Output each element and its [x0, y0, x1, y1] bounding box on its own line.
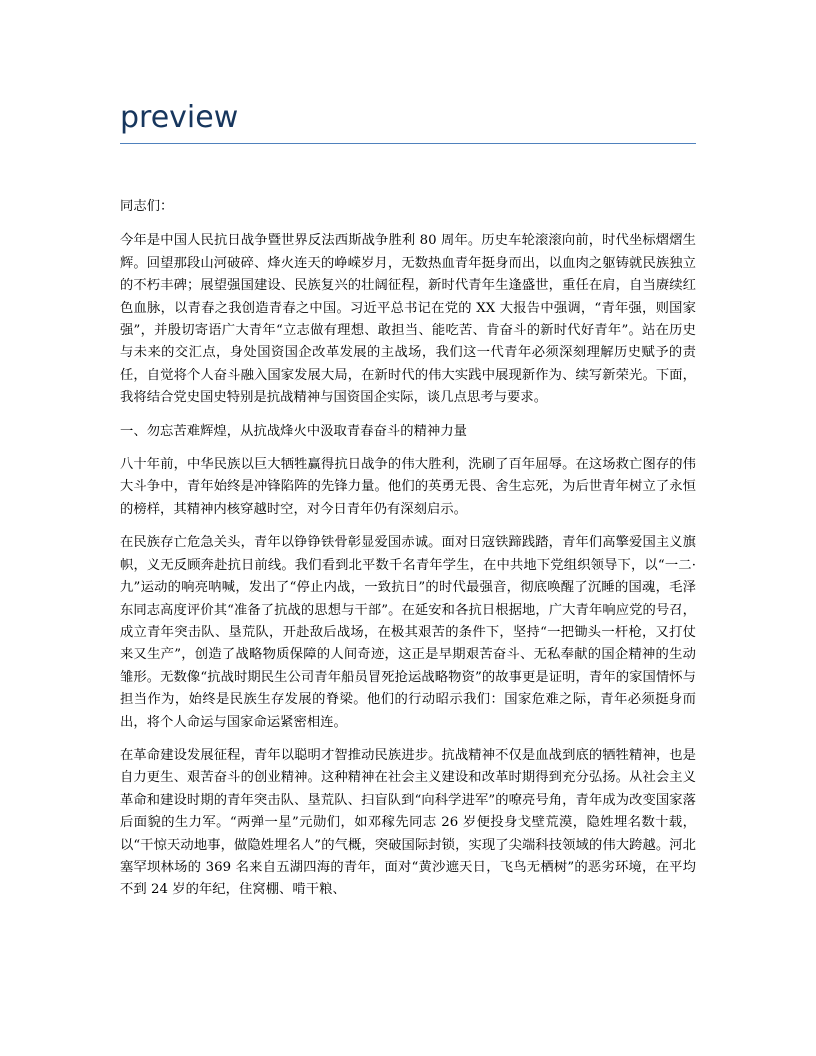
section-heading: 一、勿忘苦难辉煌，从抗战烽火中汲取青春奋斗的精神力量 [120, 423, 468, 439]
paragraph: 八十年前，中华民族以巨大牺牲赢得抗日战争的伟大胜利，洗刷了百年屈辱。在这场救亡图存的伟大斗争中，青年始终是冲锋陷阵的先锋力量。他们的英勇无畏、舍生忘死，为后世青年树立了永恒的榜样，其精神内核穿越时空，对今日青年仍有深刻启示。 [120, 457, 696, 517]
document-body [120, 196, 696, 913]
page-title: preview [120, 100, 239, 135]
salutation: 同志们： [120, 199, 174, 214]
paragraph: 在民族存亡危急关头，青年以铮铮铁骨彰显爱国赤诚。面对日寇铁蹄践踏，青年们高擎爱国主义旗帜，义无反顾奔赴抗日前线。我们看到北平数千名青年学生，在中共地下党组织领导下，以“一二·九”运动的响亮呐喊，发出了“停止内战，一致抗日”的时代最强音，彻底唤醒了沉睡的国魂，毛泽东同志高度评价其“准备了抗战的思想与干部”。在延安和各抗日根据地，广大青年响应党的号召，成立青年突击队、垦荒队，开赴敌后战场，在极其艰苦的条件下，坚持“一把锄头一杆枪，又打仗来又生产”，创造了战略物质保障的人间奇迹，这正是早期艰苦奋斗、无私奉献的国企精神的生动雏形。无数像“抗战时期民生公司青年船员冒死抢运战略物资”的故事更是证明，青年的家国情怀与担当作为，始终是民族生存发展的脊梁。他们的行动昭示我们：国家危难之际，青年必须挺身而出，将个人命运与国家命运紧密相连。 [120, 535, 696, 730]
title-divider [120, 143, 696, 144]
paragraph: 在革命建设发展征程，青年以聪明才智推动民族进步。抗战精神不仅是血战到底的牺牲精神，也是自力更生、艰苦奋斗的创业精神。这种精神在社会主义建设和改革时期得到充分弘扬。从社会主义革命和建设时期的青年突击队、垦荒队、扫盲队到“向科学进军”的嘹亮号角，青年成为改变国家落后面貌的生力军。“两弹一星”元勋们，如邓稼先同志 26 岁便投身戈壁荒漠，隐姓埋名数十载，以“干惊天动地事，做隐姓埋名人”的气概，突破国际封锁，实现了尖端科技领域的伟大跨越。河北塞罕坝林场的 369 名来自五湖四海的青年，面对“黄沙遮天日，飞鸟无栖树”的恶劣环境，在平均不到 24 岁的年纪，住窝棚、啃干粮、 [120, 747, 696, 898]
paragraph-intro: 今年是中国人民抗日战争暨世界反法西斯战争胜利 80 周年。历史车轮滚滚向前，时代坐标熠熠生辉。回望那段山河破碎、烽火连天的峥嵘岁月，无数热血青年挺身而出，以血肉之躯铸就民族独立的不朽丰碑；展望强国建设、民族复兴的壮阔征程，新时代青年生逢盛世，重任在肩，自当赓续红色血脉，以青春之我创造青春之中国。习近平总书记在党的 XX 大报告中强调，“青年强，则国家强”，并殷切寄语广大青年“立志做有理想、敢担当、能吃苦、肯奋斗的新时代好青年”。站在历史与未来的交汇点，身处国资国企改革发展的主战场，我们这一代青年必须深刻理解历史赋予的责任，自觉将个人奋斗融入国家发展大局，在新时代的伟大实践中展现新作为、续写新荣光。下面，我将结合党史国史特别是抗战精神与国资国企实际，谈几点思考与要求。 [120, 233, 696, 406]
